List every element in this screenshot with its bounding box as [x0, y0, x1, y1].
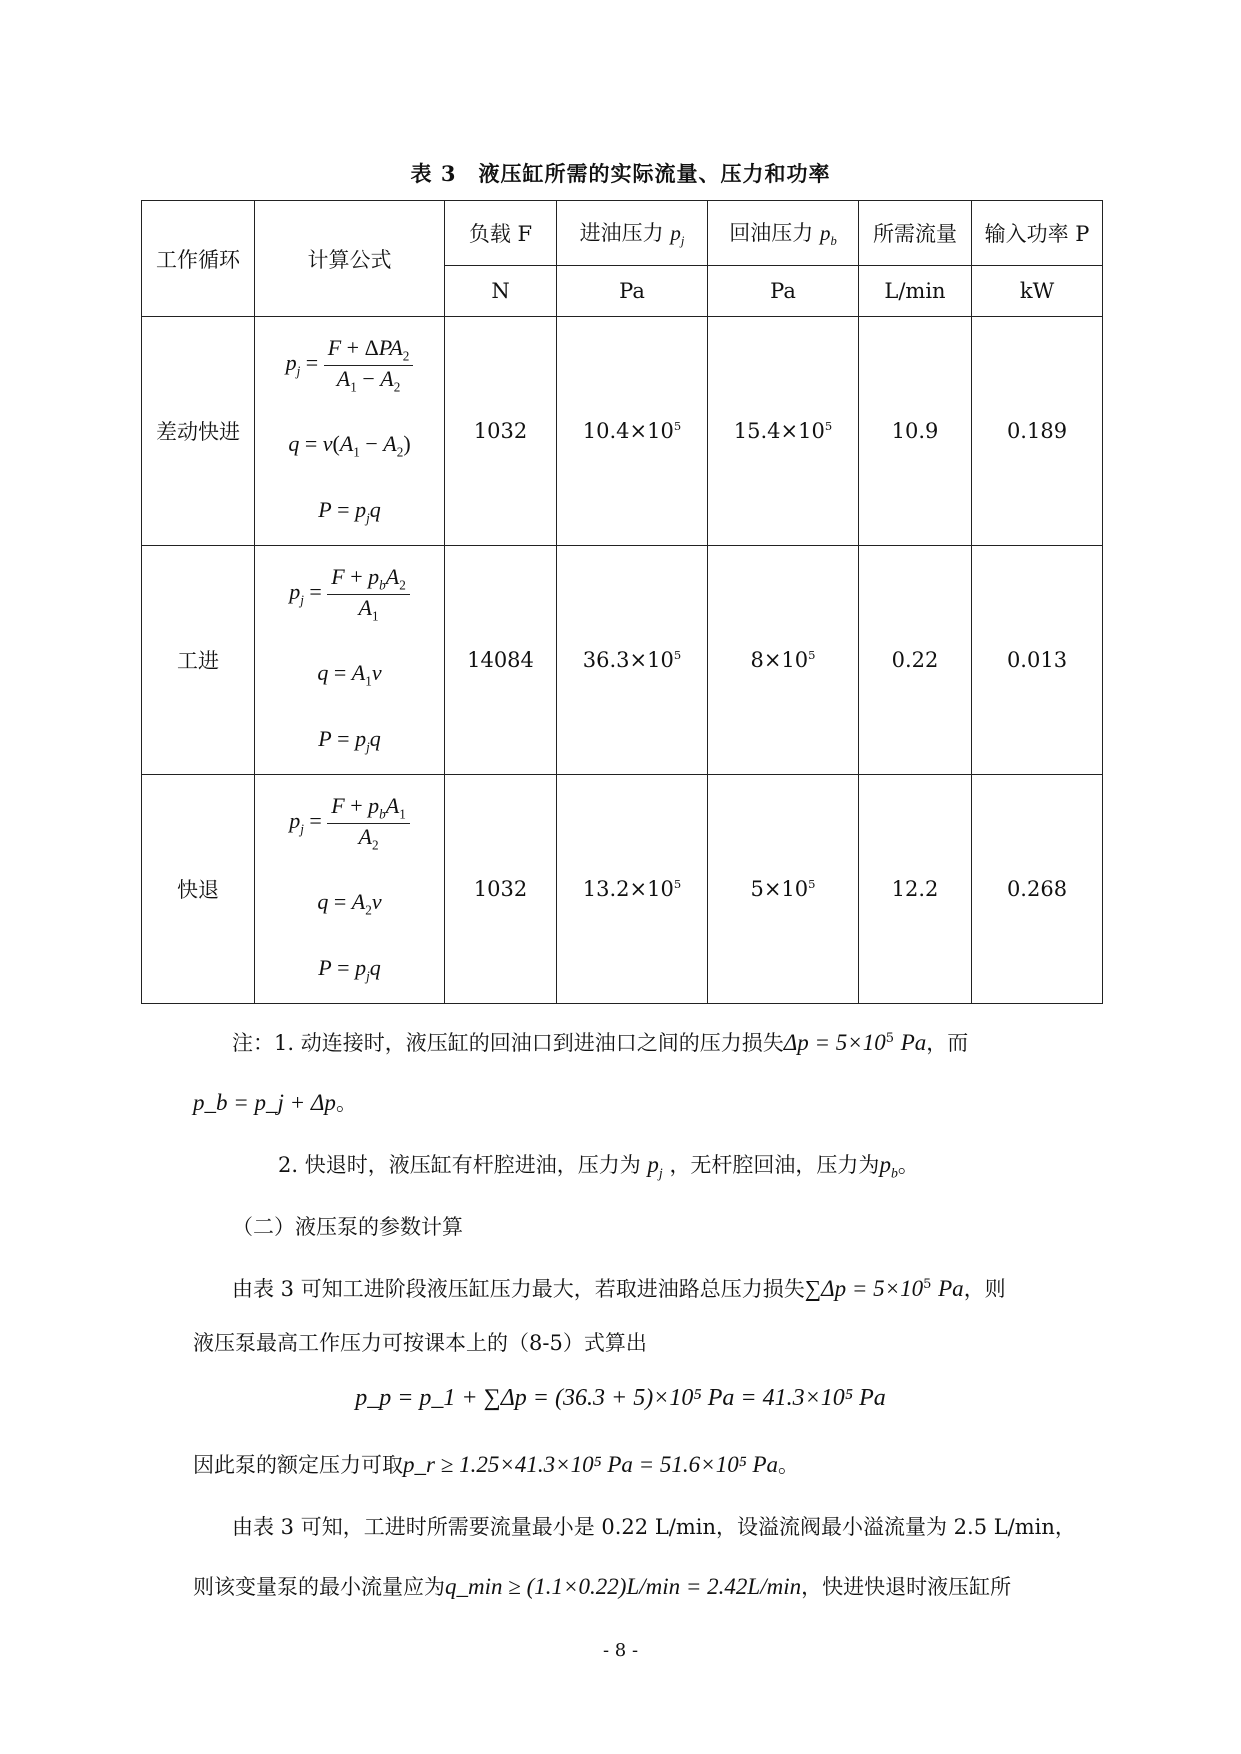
header-flow: 所需流量 — [859, 201, 972, 266]
paragraph-3-continued: 则该变量泵的最小流量应为q_min ≥ (1.1×0.22)L/min = 2.42L/min，快进快退时液压缸所 — [193, 1574, 1012, 1599]
table-row — [142, 317, 1103, 546]
inlet-cell: $36.3\times 10^5$ — [557, 546, 708, 775]
load-cell: 1032 — [445, 317, 557, 546]
cycle-cell: 快退 — [142, 775, 255, 1004]
load-cell: 14084 — [445, 546, 557, 775]
formula-pressure: $p_j$ = $\frac{F + p_bA_1}{A_2}$ — [289, 793, 410, 853]
flow-cell: 10.9 — [859, 317, 972, 546]
formula-flow: $q = v(A_1 - A_2)$ — [288, 431, 411, 460]
results-table — [141, 200, 1103, 1004]
cycle-cell: 差动快进 — [142, 317, 255, 546]
return-cell: $5\times 10^5$ — [708, 775, 859, 1004]
paragraph-3: 由表 3 可知，工进时所需要流量最小是 0.22 L/min，设溢流阀最小溢流量为 2.5 L/min， — [232, 1515, 1076, 1539]
formula-power: $P = p_jq$ — [318, 497, 381, 526]
header-power: 输入功率 P — [972, 201, 1103, 266]
inlet-cell: $10.4\times 10^5$ — [557, 317, 708, 546]
formula-flow: $q = A_2v$ — [317, 889, 382, 918]
formula-pressure: $p_j$ = $\frac{F + \Delta PA_2}{A_1 - A_2}$ — [286, 335, 414, 395]
table-row — [142, 775, 1103, 1004]
header-return: 回油压力 $p_b$ — [708, 201, 859, 266]
unit-power: kW — [972, 266, 1103, 317]
flow-cell: 12.2 — [859, 775, 972, 1004]
formula-cell — [255, 546, 445, 775]
inlet-cell: $13.2\times 10^5$ — [557, 775, 708, 1004]
table-caption: 表 3 液压缸所需的实际流量、压力和功率 — [410, 161, 831, 186]
formula-cell — [255, 775, 445, 1004]
page-number: - 8 - — [602, 1640, 639, 1661]
paragraph-1: 由表 3 可知工进阶段液压缸压力最大，若取进油路总压力损失$\sum\Delta p = 5\times 10^5$ Pa，则 — [232, 1276, 1006, 1301]
paragraph-1-continued: 液压泵最高工作压力可按课本上的（8-5）式算出 — [193, 1331, 647, 1355]
note-1-continued: p_b = p_j + Δp。 — [193, 1090, 357, 1115]
formula-cell — [255, 317, 445, 546]
formula-power: $P = p_jq$ — [318, 955, 381, 984]
formula-flow: $q = A_1v$ — [317, 660, 382, 689]
unit-return: Pa — [708, 266, 859, 317]
table-row — [142, 546, 1103, 775]
header-load: 负载 F — [445, 201, 557, 266]
power-cell: 0.189 — [972, 317, 1103, 546]
load-cell: 1032 — [445, 775, 557, 1004]
pump-pressure-equation: p_p = p_1 + ∑Δp = (36.3 + 5)×10⁵ Pa = 41.3×10⁵ Pa — [355, 1385, 886, 1411]
unit-flow: L/min — [859, 266, 972, 317]
header-inlet: 进油压力 $p_j$ — [557, 201, 708, 266]
note-2: 2. 快退时，液压缸有杆腔进油，压力为 $p_j$ ，无杆腔回油，压力为$p_b$。 — [278, 1152, 919, 1181]
formula-power: $P = p_jq$ — [318, 726, 381, 755]
table-header-row — [142, 201, 1103, 266]
unit-inlet: Pa — [557, 266, 708, 317]
flow-cell: 0.22 — [859, 546, 972, 775]
unit-load: N — [445, 266, 557, 317]
paragraph-2: 因此泵的额定压力可取p_r ≥ 1.25×41.3×10⁵ Pa = 51.6×10⁵ Pa。 — [193, 1452, 799, 1477]
note-1: 注：1. 动连接时，液压缸的回油口到进油口之间的压力损失$\Delta p = 5\times 10^5$ Pa，而 — [232, 1030, 969, 1055]
header-formula: 计算公式 — [255, 201, 445, 317]
power-cell: 0.268 — [972, 775, 1103, 1004]
return-cell: $15.4\times 10^5$ — [708, 317, 859, 546]
formula-pressure: $p_j$ = $\frac{F + p_bA_2}{A_1}$ — [289, 564, 410, 624]
section-title: （二）液压泵的参数计算 — [232, 1215, 463, 1239]
power-cell: 0.013 — [972, 546, 1103, 775]
return-cell: $8\times 10^5$ — [708, 546, 859, 775]
cycle-cell: 工进 — [142, 546, 255, 775]
header-cycle: 工作循环 — [142, 201, 255, 317]
